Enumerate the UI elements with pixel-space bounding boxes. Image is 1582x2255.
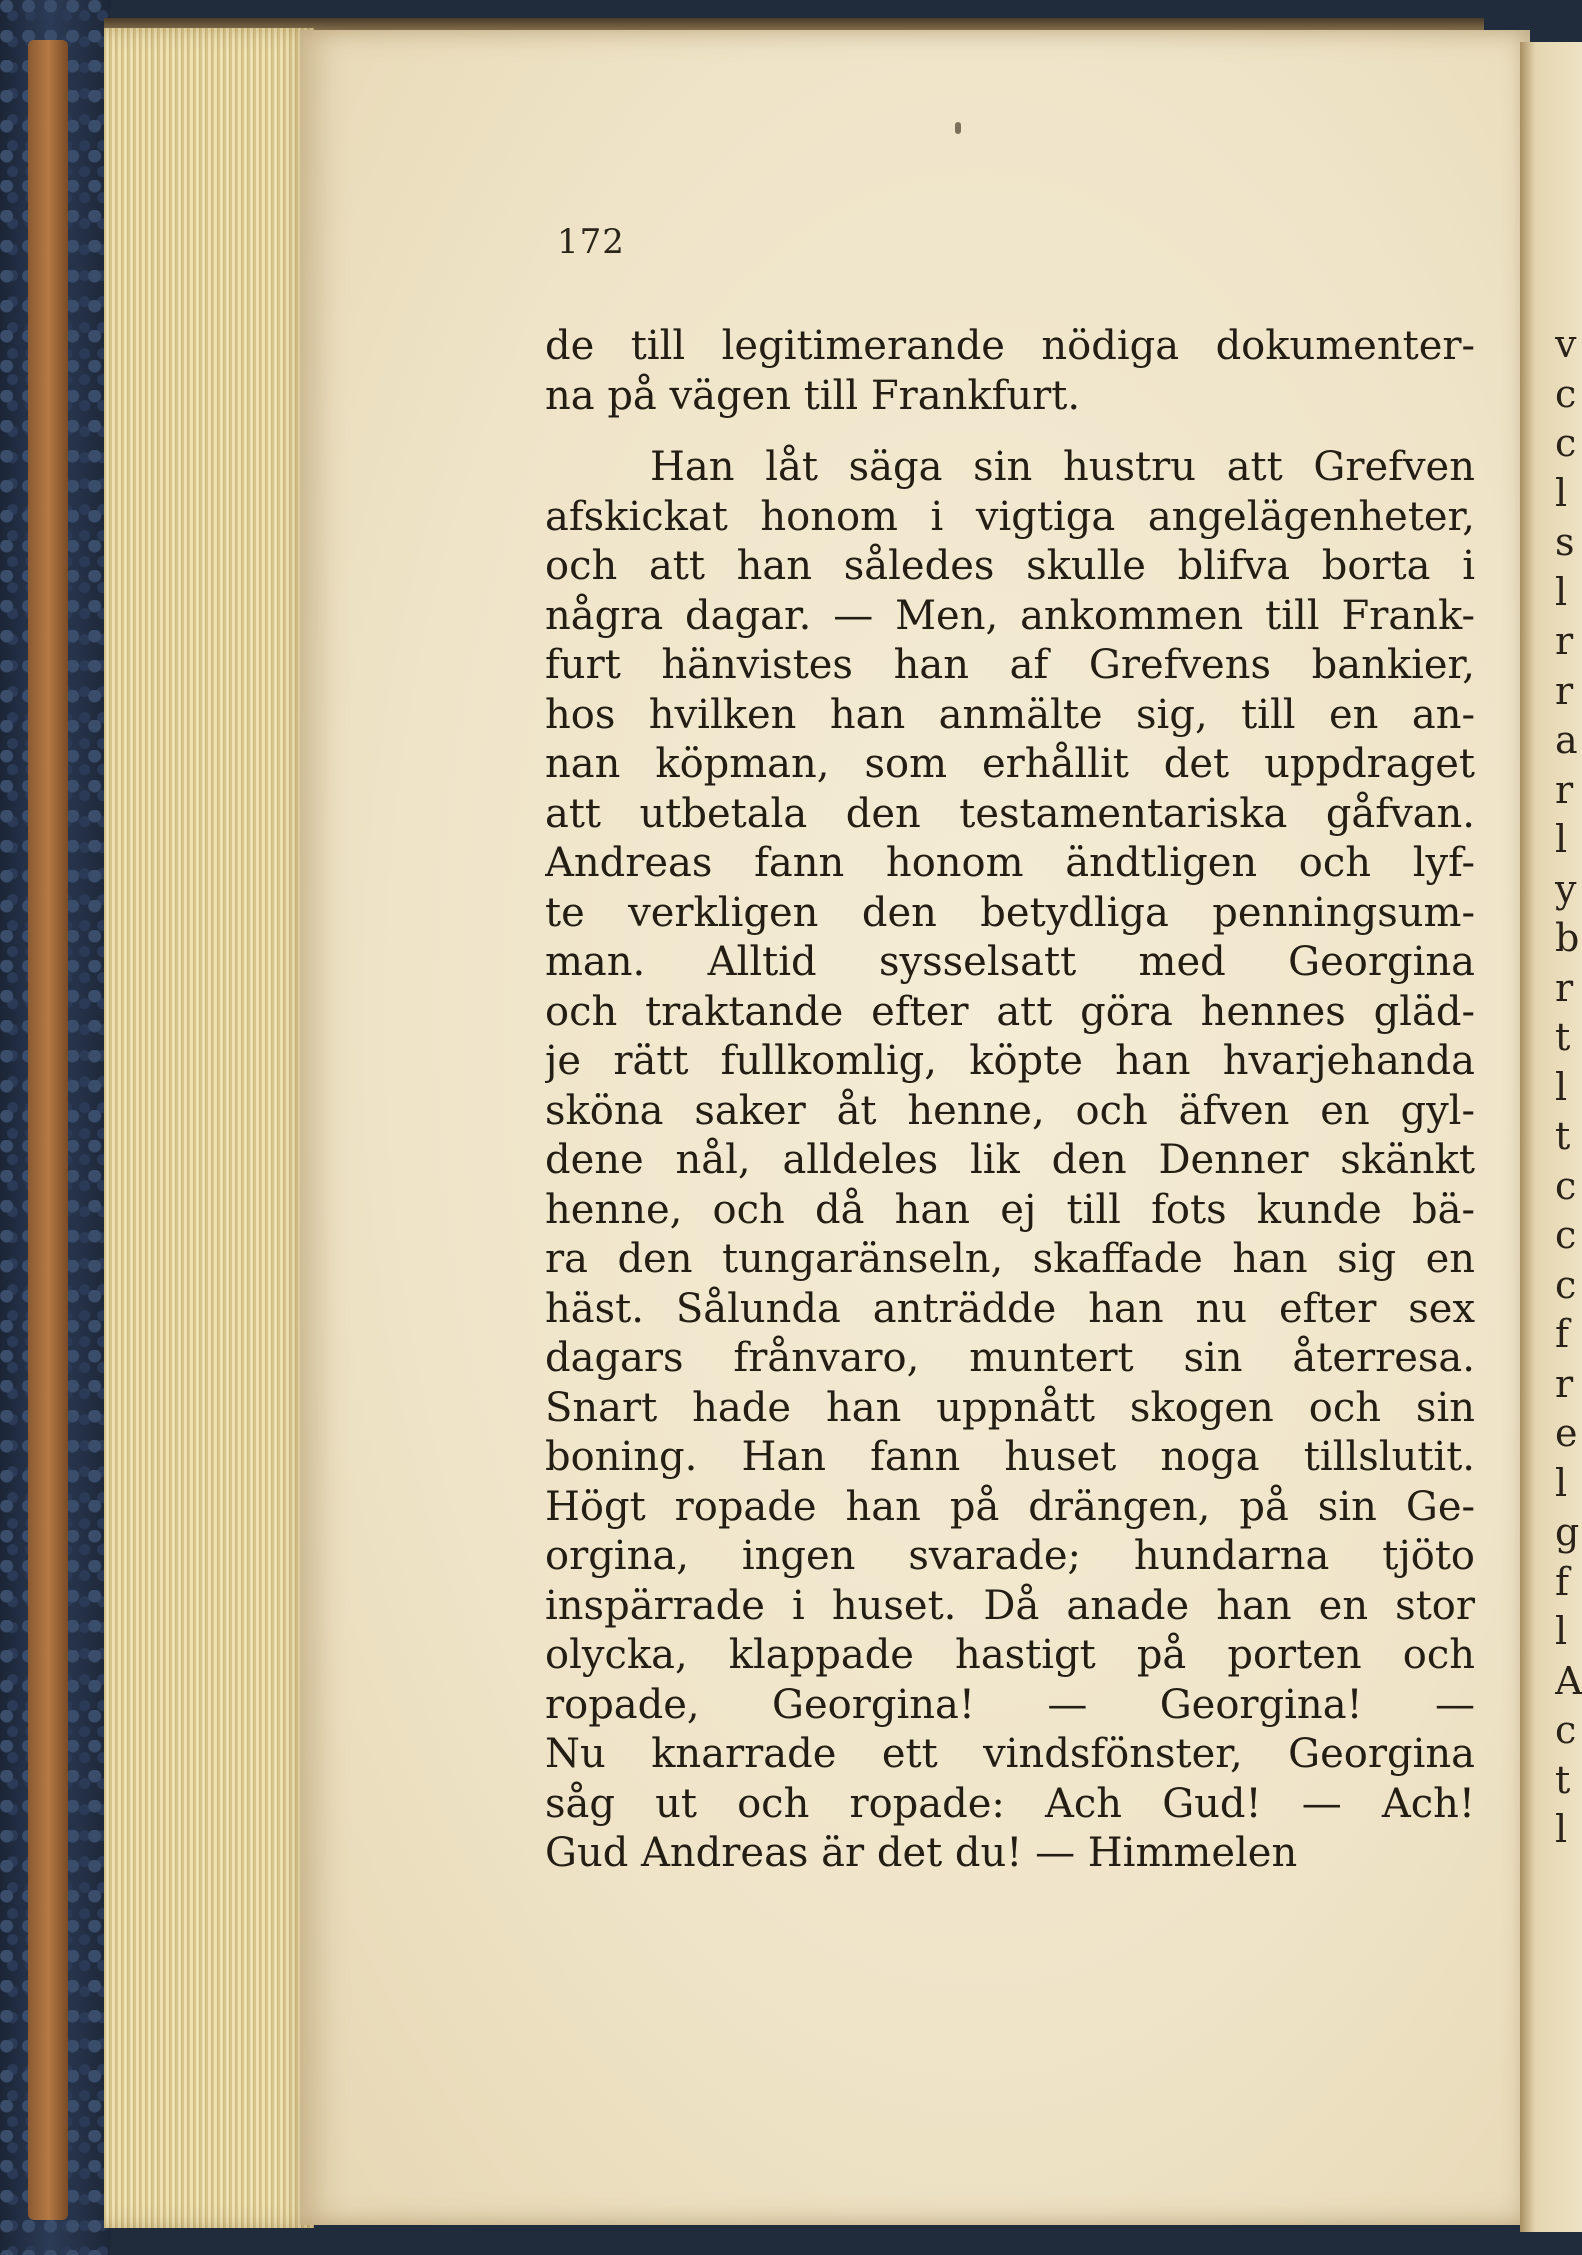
- text-line: Nu knarrade ett vindsfönster, Georgina: [545, 1731, 1475, 1777]
- text-line: Högt ropade han på drängen, på sin Ge-: [545, 1483, 1475, 1530]
- text-line: hos hvilken han anmälte sig, till en an-: [545, 691, 1475, 738]
- text-line: te verkligen den betydliga penningsum-: [545, 889, 1475, 936]
- text-line: de till legitimerande nödiga dokumenter-: [545, 323, 1475, 369]
- text-line: afskickat honom i vigtiga angelägenheter,: [545, 493, 1475, 540]
- text-line: na på vägen till Frankfurt.: [545, 372, 1081, 419]
- text-line: ropade, Georgina! — Georgina! —: [545, 1681, 1475, 1728]
- text-line: boning. Han fann huset noga tillslutit.: [545, 1434, 1475, 1480]
- text-line: ra den tungaränseln, skaffade han sig en: [545, 1236, 1475, 1282]
- text-line: dagars frånvaro, muntert sin återresa.: [545, 1335, 1475, 1381]
- ink-spot: [955, 122, 961, 134]
- page-stack-edge: [104, 28, 314, 2228]
- text-line: inspärrade i huset. Då anade han en stor: [545, 1582, 1475, 1629]
- text-line: och att han således skulle blifva borta i: [545, 543, 1475, 589]
- text-line: att utbetala den testamentariska gåfvan.: [545, 790, 1475, 837]
- text-line: furt hänvistes han af Grefvens bankier,: [545, 642, 1475, 688]
- text-line: man. Alltid sysselsatt med Georgina: [545, 939, 1475, 985]
- page-text: [545, 322, 1475, 1879]
- text-line: olycka, klappade hastigt på porten och: [545, 1632, 1475, 1678]
- next-page-letters: v c c l s l r r a r l y b r t l t c c c f r e l g f l A c t l: [1555, 322, 1582, 1851]
- text-line: och traktande efter att göra hennes gläd-: [545, 988, 1475, 1035]
- text-line: såg ut och ropade: Ach Gud! — Ach!: [545, 1780, 1475, 1827]
- text-line: nan köpman, som erhållit det uppdraget: [545, 741, 1475, 787]
- text-line: orgina, ingen svarade; hundarna tjöto: [545, 1533, 1475, 1579]
- text-line: Gud Andreas är det du! — Himmelen: [545, 1830, 1298, 1876]
- text-line: några dagar. — Men, ankommen till Frank-: [545, 592, 1475, 639]
- text-line: Andreas fann honom ändtligen och lyf-: [545, 840, 1475, 886]
- text-line: dene nål, alldeles lik den Denner skänkt: [545, 1137, 1475, 1183]
- text-line: sköna saker åt henne, och äfven en gyl-: [545, 1087, 1475, 1134]
- book-spine-edge: [28, 40, 68, 2220]
- page-number: 172: [557, 222, 625, 262]
- paragraph-gap: [545, 421, 1475, 443]
- text-line: Snart hade han uppnått skogen och sin: [545, 1384, 1475, 1431]
- text-line: Han låt säga sin hustru att Grefven: [650, 444, 1475, 490]
- text-line: je rätt fullkomlig, köpte han hvarjehanda: [545, 1038, 1475, 1084]
- text-line: häst. Sålunda anträdde han nu efter sex: [545, 1285, 1475, 1332]
- text-line: henne, och då han ej till fots kunde bä-: [545, 1186, 1475, 1233]
